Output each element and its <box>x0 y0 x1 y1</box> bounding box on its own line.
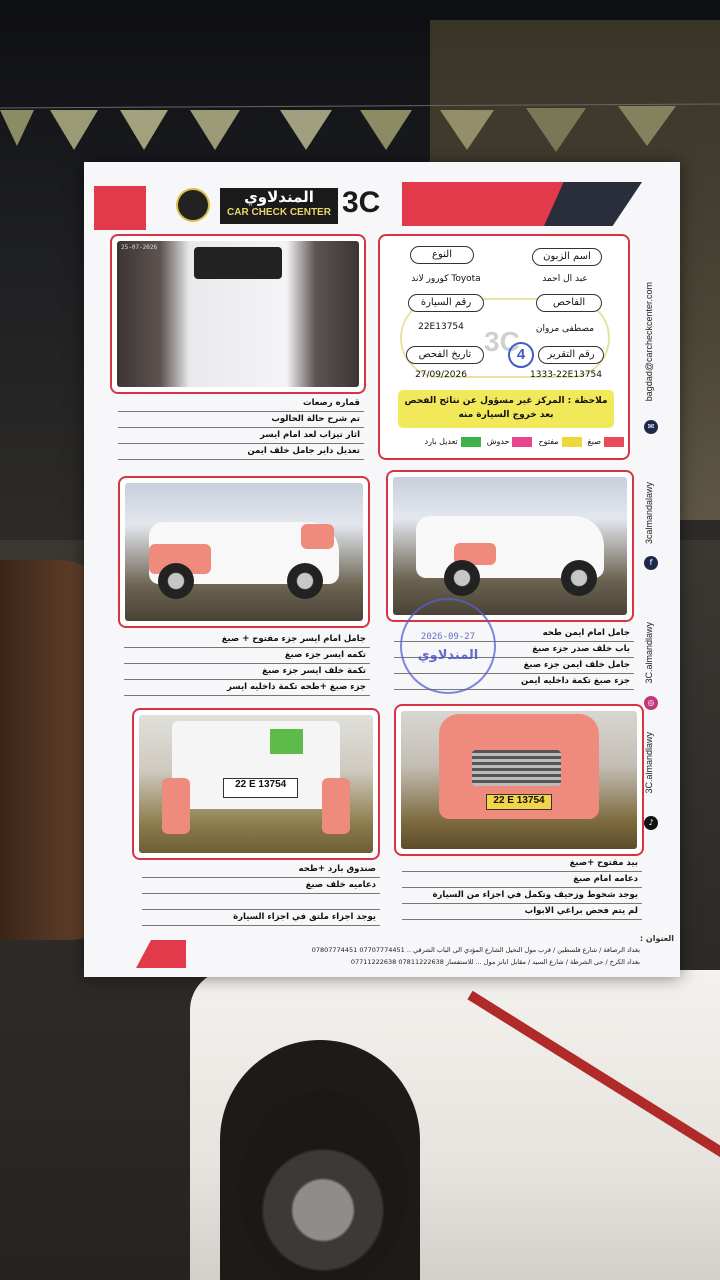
damage-legend <box>388 436 624 452</box>
brand-name-english: CAR CHECK CENTER <box>227 207 331 218</box>
date-label: تاريخ الفحص <box>406 346 484 364</box>
tiktok-icon: ♪ <box>644 816 658 830</box>
tire-icon <box>287 563 323 599</box>
email-text: bagdad@carcheckcenter.com <box>644 282 654 402</box>
notes-front <box>402 856 642 920</box>
note-line: صندوق بارد +طحه <box>142 862 380 878</box>
roof-image <box>117 241 359 387</box>
brand-logo <box>220 188 338 224</box>
cold-fix-mark <box>270 729 303 754</box>
note-line: قماره رصعات <box>118 396 364 412</box>
legend-label: مفتوح <box>538 437 559 446</box>
info-panel <box>378 234 630 460</box>
note-line: دعاميه خلف صبغ <box>142 878 380 894</box>
instagram-icon: ◎ <box>644 696 658 710</box>
note-line: تكمه ايسر جزء صبغ <box>124 648 370 664</box>
brand-3c: 3C <box>342 186 381 219</box>
plate-value: 22E13754 <box>418 322 464 332</box>
photo-rear <box>132 708 380 860</box>
note-line: يوجد شخوط وزحيف وتكمل في اجزاء من السيارة <box>402 888 642 904</box>
note-line: جامل امام ايمن طحه <box>394 626 634 642</box>
note-line: تم شرح حالة الحالوب <box>118 412 364 428</box>
note-line: دعامه امام صبغ <box>402 872 642 888</box>
tire-icon <box>444 560 480 596</box>
legend-label: تعديل بارد <box>424 437 458 446</box>
front-image <box>401 711 637 849</box>
instagram-handle: 3calmandalawy <box>644 482 654 545</box>
legend-item-opened <box>538 436 581 448</box>
note-line: جزء صبغ +طحه تكمة داخليه ايسر <box>124 680 370 696</box>
right-side-image <box>393 477 627 615</box>
note-line: يوجد اجزاء ملتق في اجزاء السيارة <box>142 910 380 926</box>
car-wheel <box>238 1090 408 1280</box>
note-line: جامل خلف ايمن جزء صبغ <box>394 658 634 674</box>
legend-label: صبغ <box>587 437 601 446</box>
legend-swatch-paint <box>604 437 624 447</box>
note-line: تعديل داير جامل خلف ايمن <box>118 444 364 460</box>
plate-label: رقم السيارة <box>408 294 484 312</box>
inspector-label: الفاحص <box>536 294 602 312</box>
grille <box>472 750 562 786</box>
note-line: تكمة خلف ايسر جزء صبغ <box>124 664 370 680</box>
address-label: العنوان : <box>639 934 674 943</box>
legend-item-scratch <box>487 436 533 448</box>
header-red-block-left <box>94 186 146 230</box>
photo-front <box>394 704 644 856</box>
legend-swatch-scratch <box>512 437 532 447</box>
legend-swatch-cold-fix <box>461 437 481 447</box>
rear-image <box>139 715 373 853</box>
camera-timestamp: 25-07-2026 <box>121 244 158 251</box>
mail-icon: ✉ <box>644 420 658 434</box>
note-line <box>142 894 380 910</box>
watermark-4-badge: 4 <box>508 342 534 368</box>
front-license-plate: 22 E 13754 <box>486 794 552 811</box>
bunting-flags <box>0 100 720 160</box>
notes-left-side <box>124 632 370 696</box>
note-line: لم يتم فحص براغي الابواب <box>402 904 642 920</box>
inspection-stamp <box>400 598 496 694</box>
brand-name-arabic: المندلاوي <box>244 188 314 206</box>
sunroof-icon <box>194 247 281 279</box>
disclaimer-note: ملاحظة : المركز غير مسؤول عن نتائج الفحص بعد خروج السيارة منه <box>398 390 614 428</box>
tire-icon <box>561 560 597 596</box>
note-line: اثار تيزاب لعد امام ايسر <box>118 428 364 444</box>
type-value: كورور لاند Toyota <box>411 274 481 284</box>
tiktok-handle: 3C.almandlawy <box>644 732 654 794</box>
inspector-value: مصطفى مروان <box>535 324 595 334</box>
legend-swatch-opened <box>562 437 582 447</box>
paint-mark <box>301 524 334 549</box>
watermark-3c: 3C <box>484 326 520 357</box>
notes-rear <box>142 862 380 926</box>
photo-right-side <box>386 470 634 622</box>
note-line: جامل امام ايسر جزء مفتوح + صبغ <box>124 632 370 648</box>
paint-mark <box>162 778 190 833</box>
notes-roof <box>118 396 364 460</box>
customer-value: عبد ال احمد <box>542 274 588 284</box>
tire-icon <box>158 563 194 599</box>
facebook-icon: f <box>644 556 658 570</box>
address-line-1: بغداد الرصافة / شارع فلسطين / قرب مول النخيل الشارع المؤدي الى الباب الشرقي .. 07707774451 07807774451 <box>311 946 640 954</box>
type-label: النوع <box>410 246 474 264</box>
car-logo-icon <box>176 188 210 222</box>
photo-roof <box>110 234 366 394</box>
legend-item-cold-fix <box>425 436 481 448</box>
contact-sidebar <box>640 272 676 922</box>
photo-left-side <box>118 476 370 628</box>
facebook-handle: 3C.almandlawy <box>644 622 654 684</box>
footer-address <box>144 932 674 972</box>
customer-label: اسم الزبون <box>532 248 602 266</box>
note-line: بيد مفتوح +صبغ <box>402 856 642 872</box>
legend-item-paint <box>588 436 624 448</box>
stamp-date: 2026-09-27 <box>420 632 476 642</box>
rear-license-plate: 22 E 13754 <box>223 778 298 797</box>
inspection-report-paper <box>84 162 680 977</box>
legend-label: حدوش <box>486 437 510 446</box>
report-number-value: 1333-22E13754 <box>530 370 602 380</box>
stamp-name: المندلاوي <box>417 648 479 663</box>
report-number-label: رقم التقرير <box>538 346 604 364</box>
left-side-image <box>125 483 363 621</box>
date-value: 27/09/2026 <box>415 370 467 380</box>
paint-mark <box>322 778 350 833</box>
note-line: باب خلف صدر جزء صبغ <box>394 642 634 658</box>
address-line-2: بغداد الكرخ / حي الشرطة / شارع السيد / مقابل ابانز مول ... للاستفسار 07811222638 07711222638 <box>350 958 640 966</box>
note-line: جزء صبغ تكمة داخليه ايمن <box>394 674 634 690</box>
